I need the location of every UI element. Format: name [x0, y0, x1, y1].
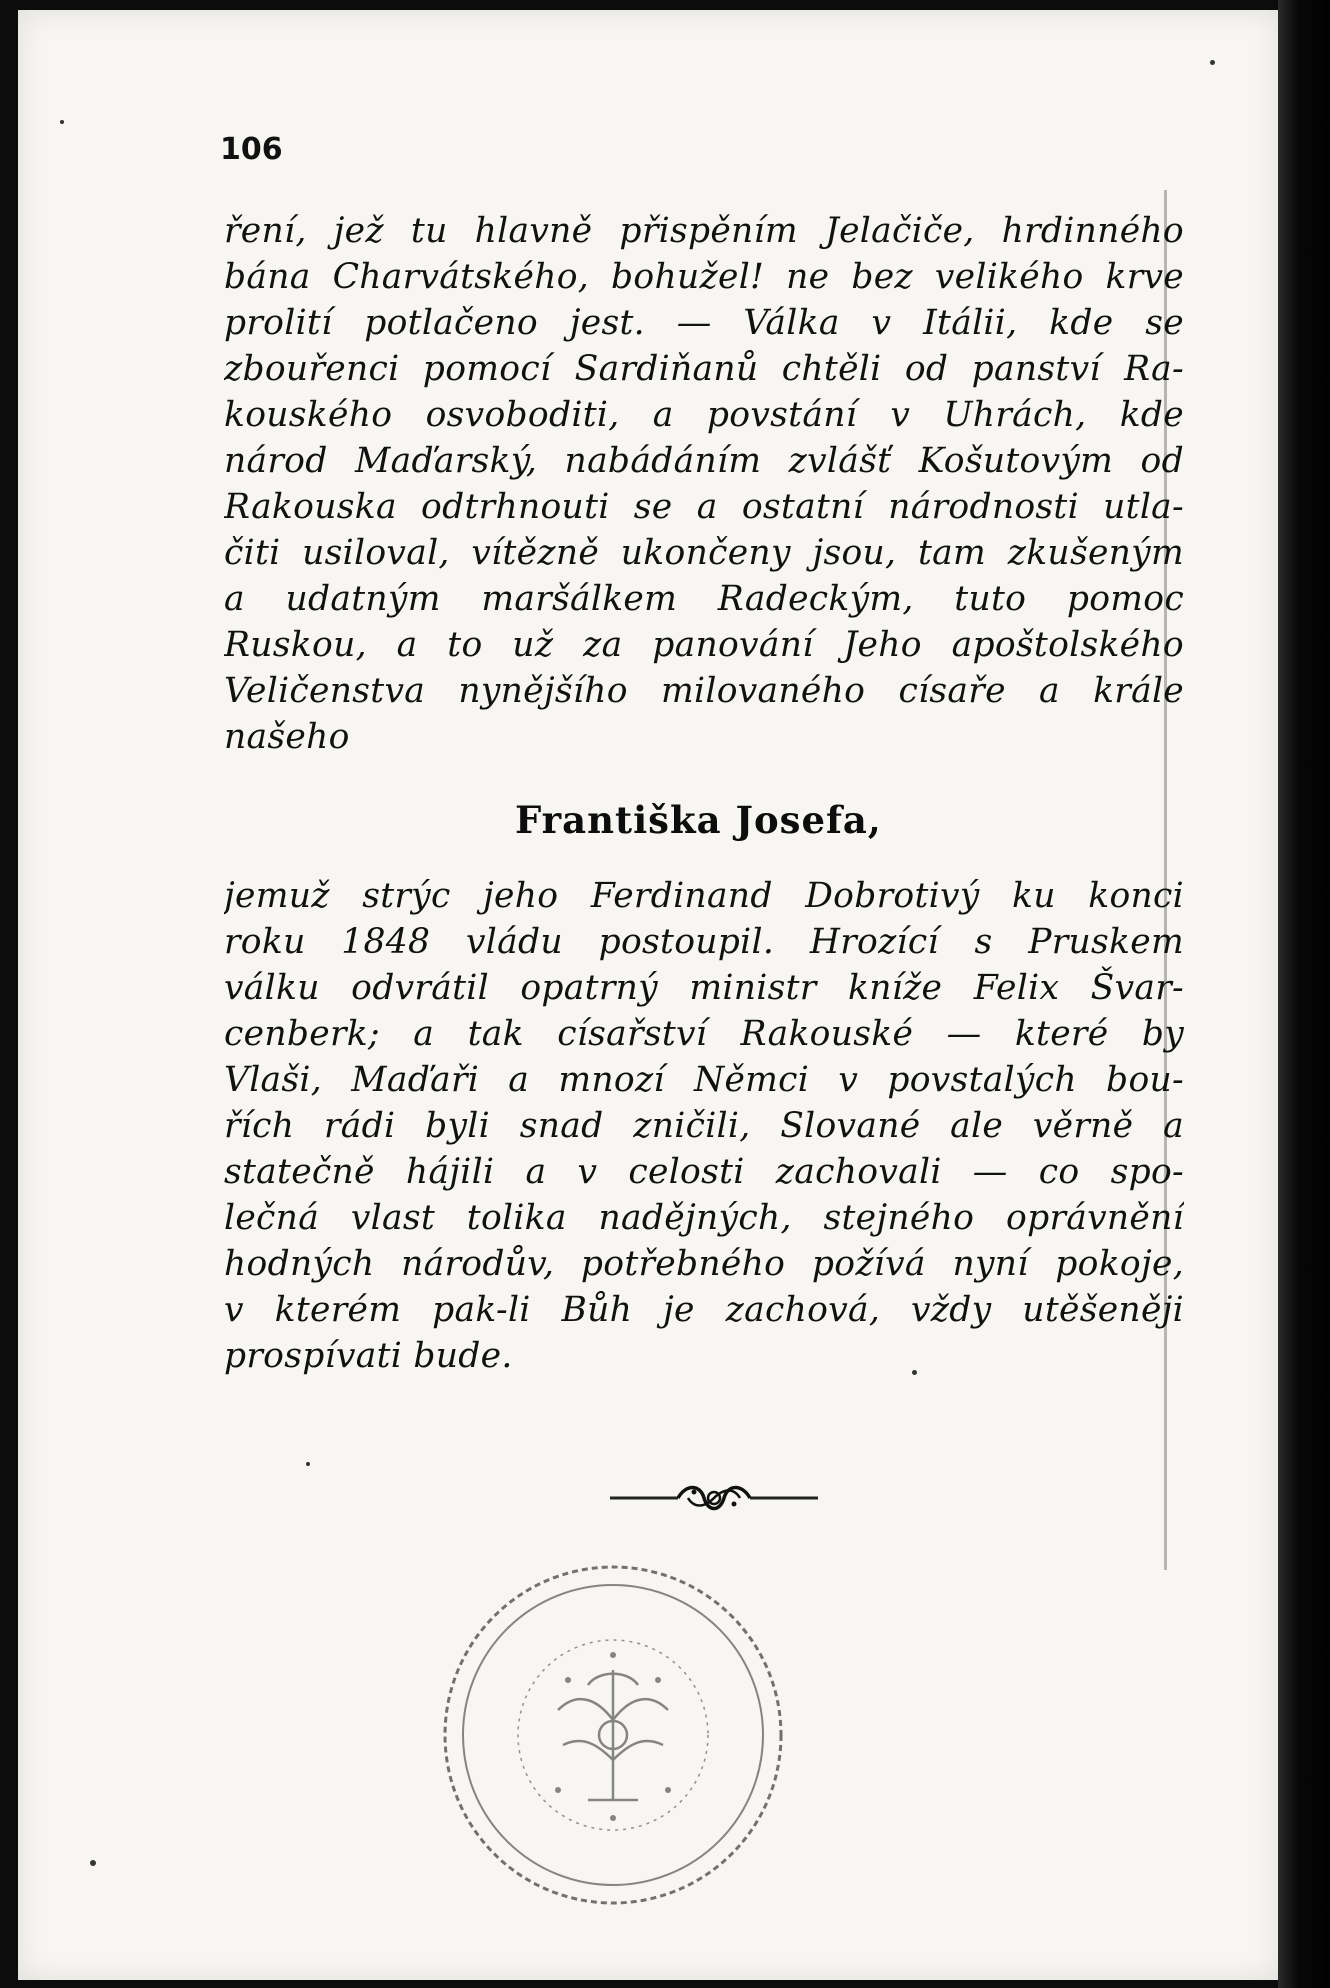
paragraph-1 [224, 208, 1184, 760]
name-heading: Františka Josefa, [515, 798, 882, 842]
text-line: našeho [224, 717, 350, 757]
text-line: roku 1848 vládu postoupil. Hrozící s Pruskem [224, 922, 1184, 962]
paragraph-2 [224, 873, 1184, 1379]
text-line: řích rádi byli snad zničili, Slované ale věrně a [224, 1106, 1184, 1146]
library-stamp-icon [438, 1560, 788, 1910]
text-line: hodných národův, potřebného požívá nyní pokoje, [224, 1244, 1184, 1284]
page-number: 106 [220, 132, 283, 167]
text-line: kouského osvoboditi, a povstání v Uhrách, kde [224, 395, 1184, 435]
text-line: zbouřenci pomocí Sardiňanů chtěli od panství Ra- [224, 349, 1184, 389]
text-line: v kterém pak-li Bůh je zachová, vždy utěšeněji [224, 1290, 1184, 1330]
text-line: Ruskou, a to už za panování Jeho apoštolského [224, 625, 1184, 665]
page-edge-shadow [1278, 0, 1330, 1988]
text-line: prospívati bude. [224, 1336, 513, 1376]
text-line: lečná vlast tolika nadějných, stejného oprávnění [224, 1198, 1184, 1238]
text-line: čiti usiloval, vítězně ukončeny jsou, tam zkušeným [224, 533, 1184, 573]
text-line: Rakouska odtrhnouti se a ostatní národnosti utla- [224, 487, 1184, 527]
text-line: jemuž strýc jeho Ferdinand Dobrotivý ku konci [224, 876, 1184, 916]
text-line: statečně hájili a v celosti zachovali — co spo- [224, 1152, 1184, 1192]
text-line: bána Charvátského, bohužel! ne bez velikého krve [224, 257, 1184, 297]
text-line: Vlaši, Maďaři a mnozí Němci v povstalých bou- [224, 1060, 1184, 1100]
text-line: Veličenstva nynějšího milovaného císaře a krále [224, 671, 1184, 711]
decorative-divider-ornament [608, 1478, 820, 1518]
text-line: národ Maďarský, nabádáním zvlášť Košutovým od [224, 441, 1184, 481]
scan-speck [60, 120, 64, 124]
text-line: ření, jež tu hlavně přispěním Jelačiče, hrdinného [224, 211, 1184, 251]
text-line: prolití potlačeno jest. — Válka v Itálii, kde se [224, 303, 1184, 343]
text-line: válku odvrátil opatrný ministr kníže Felix Švar- [224, 968, 1184, 1008]
text-line: cenberk; a tak císařství Rakouské — které by [224, 1014, 1184, 1054]
text-line: a udatným maršálkem Radeckým, tuto pomoc [224, 579, 1184, 619]
scan-speck [1210, 60, 1215, 65]
scan-speck [306, 1462, 310, 1466]
scan-speck [90, 1860, 96, 1866]
